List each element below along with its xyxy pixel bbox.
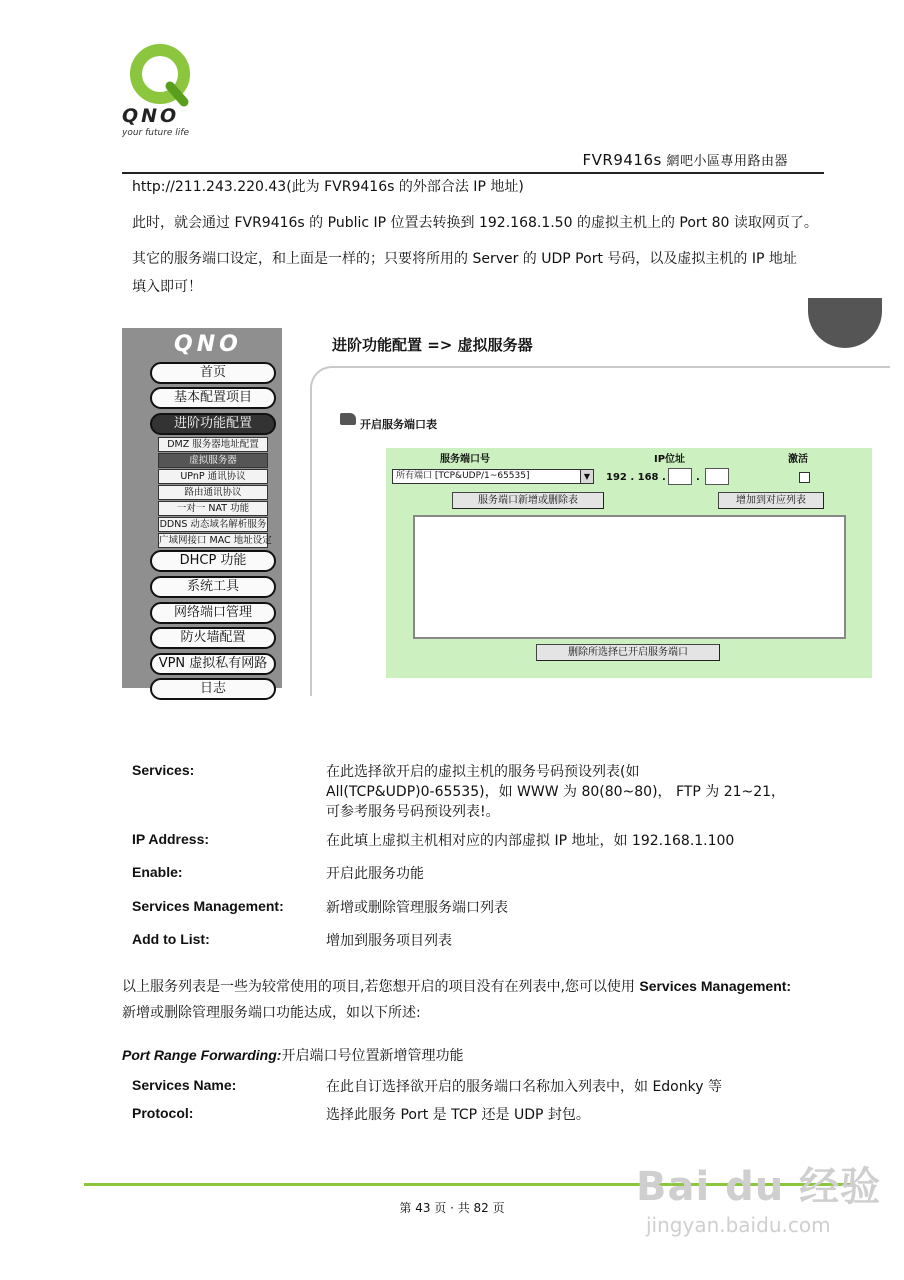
term-services-name: Services Name: (132, 1077, 237, 1093)
column-enable: 激活 (788, 454, 808, 465)
service-list-box[interactable] (413, 515, 846, 639)
def-enable: 开启此服务功能 (326, 866, 424, 882)
column-ip-address: IP位址 (654, 454, 686, 465)
header-divider (122, 172, 824, 174)
term-services-management: Services Management: (132, 898, 284, 914)
def-services-management: 新增或删除管理服务端口列表 (326, 900, 508, 916)
product-description: 網吧小區專用路由器 (666, 154, 788, 169)
term-enable: Enable: (132, 864, 183, 880)
term-protocol: Protocol: (132, 1105, 194, 1121)
subnav-upnp[interactable]: UPnP 通讯协议 (158, 469, 268, 484)
watermark-url: jingyan.baidu.com (646, 1213, 831, 1237)
term-add-to-list: Add to List: (132, 931, 210, 947)
def-services-line-3: 可参考服务号码预设列表!。 (326, 804, 500, 820)
intro-line-1: http://211.243.220.43(此为 FVR9416s 的外部合法 IP 地址) (132, 179, 524, 195)
intro-line-3: 其它的服务端口设定，和上面是一样的；只要将所用的 Server 的 UDP Port 号码，以及虚拟主机的 IP 地址 (132, 251, 797, 267)
nav-basic-config[interactable]: 基本配置项目 (150, 387, 276, 409)
def-protocol: 选择此服务 Port 是 TCP 还是 UDP 封包。 (326, 1107, 590, 1123)
ip-prefix: 192 . 168 . (606, 472, 666, 483)
nav-log[interactable]: 日志 (150, 678, 276, 700)
nav-dhcp[interactable]: DHCP 功能 (150, 550, 276, 572)
term-ip-address: IP Address: (132, 831, 210, 847)
router-page-title: 进阶功能配置 => 虚拟服务器 (332, 336, 533, 354)
note-line-2: 新增或删除管理服务端口功能达成，如以下所述: (122, 1005, 421, 1021)
subnav-dmz[interactable]: DMZ 服务器地址配置 (158, 437, 268, 452)
term-services: Services: (132, 762, 195, 778)
port-range-heading-text: 开启端口号位置新增管理功能 (281, 1048, 464, 1064)
intro-line-2: 此时，就会通过 FVR9416s 的 Public IP 位置去转换到 192.168.1.50 的虚拟主机上的 Port 80 读取网页了。 (132, 215, 818, 231)
def-ip-address: 在此填上虚拟主机相对应的内部虚拟 IP 地址，如 192.168.1.100 (326, 833, 735, 849)
def-services-line-2: All(TCP&UDP)0-65535)，如 WWW 为 80(80~80)， FTP 为 21~21， (326, 784, 786, 800)
note-bold: Services Management: (639, 978, 792, 994)
subnav-routing[interactable]: 路由通讯协议 (158, 485, 268, 500)
ip-separator: . (696, 472, 700, 483)
svg-text:your future life: your future life (122, 128, 190, 138)
service-select[interactable] (392, 469, 594, 484)
nav-system-tools[interactable]: 系统工具 (150, 576, 276, 598)
add-to-list-button[interactable]: 增加到对应列表 (718, 492, 824, 509)
note-text: 以上服务列表是一些为较常使用的项目,若您想开启的项目没有在列表中,您可以使用 (122, 979, 640, 995)
ip-octet-4-input[interactable] (705, 468, 729, 485)
port-range-heading (122, 1045, 463, 1065)
chevron-down-icon[interactable]: ▼ (580, 470, 593, 483)
nav-vpn[interactable]: VPN 虚拟私有网路 (150, 653, 276, 675)
intro-line-4: 填入即可！ (132, 279, 202, 295)
subnav-one-to-one-nat[interactable]: 一对一 NAT 功能 (158, 501, 268, 516)
document-header-title (583, 150, 788, 169)
nav-firewall[interactable]: 防火墙配置 (150, 627, 276, 649)
nav-home[interactable]: 首页 (150, 362, 276, 384)
subnav-ddns[interactable]: DDNS 动态域名解析服务 (159, 519, 267, 530)
ip-octet-3-input[interactable] (668, 468, 692, 485)
subnav-wan-mac[interactable]: 广域网接口 MAC 地址设定 (159, 535, 272, 546)
folder-icon (340, 413, 356, 425)
def-services-line-1: 在此选择欲开启的虚拟主机的服务号码预设列表(如 (326, 764, 640, 780)
def-services-name: 在此自订选择欲开启的服务端口名称加入列表中，如 Edonky 等 (326, 1079, 722, 1095)
section-title: 开启服务端口表 (360, 418, 437, 431)
column-service-port: 服务端口号 (440, 454, 490, 465)
service-management-button[interactable]: 服务端口新增或删除表 (452, 492, 604, 509)
corner-decoration (808, 298, 882, 348)
model-name: FVR9416s (582, 151, 662, 169)
nav-port-management[interactable]: 网络端口管理 (150, 602, 276, 624)
service-select-value: 所有端口 [TCP&UDP/1~65535] (396, 471, 530, 481)
port-range-heading-bold: Port Range Forwarding: (122, 1047, 282, 1063)
nav-advanced-config[interactable]: 进阶功能配置 (150, 413, 276, 435)
delete-selected-button[interactable]: 删除所选择已开启服务端口 (536, 644, 720, 661)
svg-text:QNO: QNO (122, 105, 180, 127)
baidu-watermark (636, 1155, 882, 1245)
watermark-brand: Bai du 经验 (636, 1164, 882, 1210)
router-brand: QNO (174, 332, 242, 357)
note-line-1 (122, 974, 791, 999)
def-add-to-list: 增加到服务项目列表 (326, 933, 452, 949)
qno-logo (118, 42, 210, 138)
router-sidebar (122, 328, 282, 696)
router-ui-screenshot (122, 328, 878, 696)
page-number: 第 43 页 · 共 82 页 (399, 1201, 505, 1215)
subnav-virtual-server[interactable]: 虚拟服务器 (158, 453, 268, 468)
enable-checkbox[interactable] (799, 472, 810, 483)
